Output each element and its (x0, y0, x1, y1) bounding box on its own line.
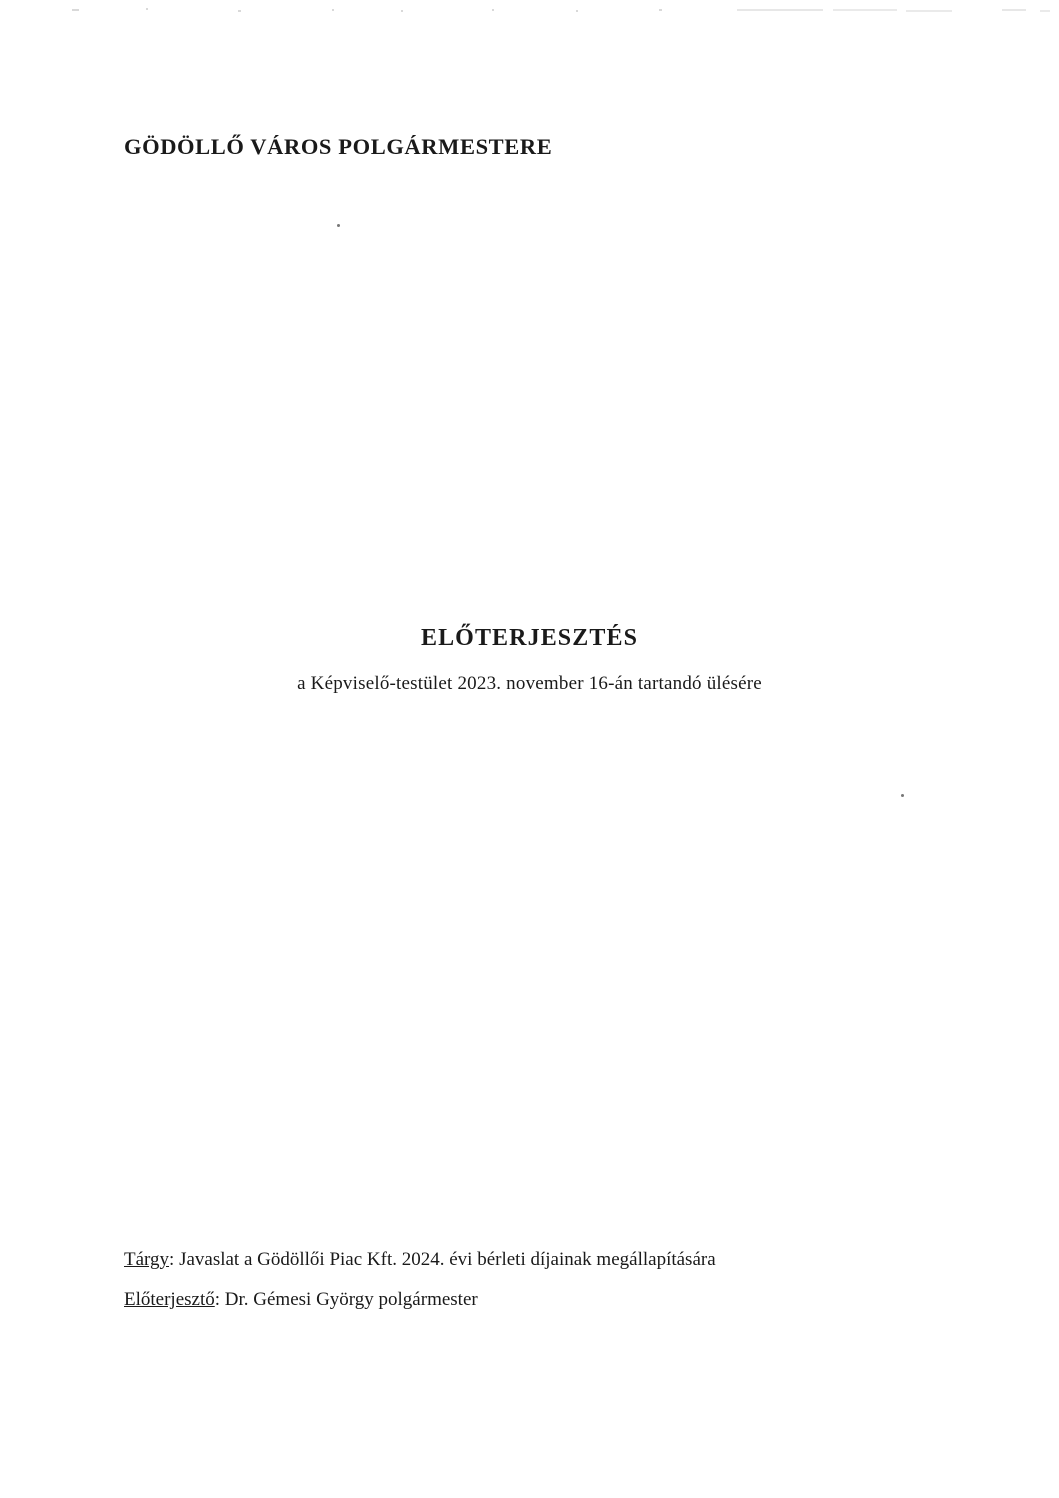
meta-value-subject: Javaslat a Gödöllői Piac Kft. 2024. évi bérleti díjainak megállapítására (179, 1249, 716, 1270)
meta-row-subject (124, 1240, 944, 1280)
scan-speck-lower (901, 794, 904, 797)
organization-heading: GÖDÖLLŐ VÁROS POLGÁRMESTERE (124, 134, 553, 159)
document-meta (124, 1240, 944, 1320)
meta-row-presenter (124, 1280, 944, 1320)
meta-separator-presenter: : (214, 1289, 225, 1310)
page-title: ELŐTERJESZTÉS (420, 625, 639, 651)
scan-speck-upper (337, 224, 340, 227)
page-subtitle: a Képviselő-testület 2023. november 16-án tartandó ülésére (297, 673, 762, 694)
meta-label-presenter: Előterjesztő (124, 1289, 215, 1310)
meta-value-presenter: Dr. Gémesi György polgármester (224, 1289, 478, 1310)
meta-separator-subject: : (169, 1249, 180, 1270)
meta-label-subject: Tárgy (124, 1249, 170, 1270)
